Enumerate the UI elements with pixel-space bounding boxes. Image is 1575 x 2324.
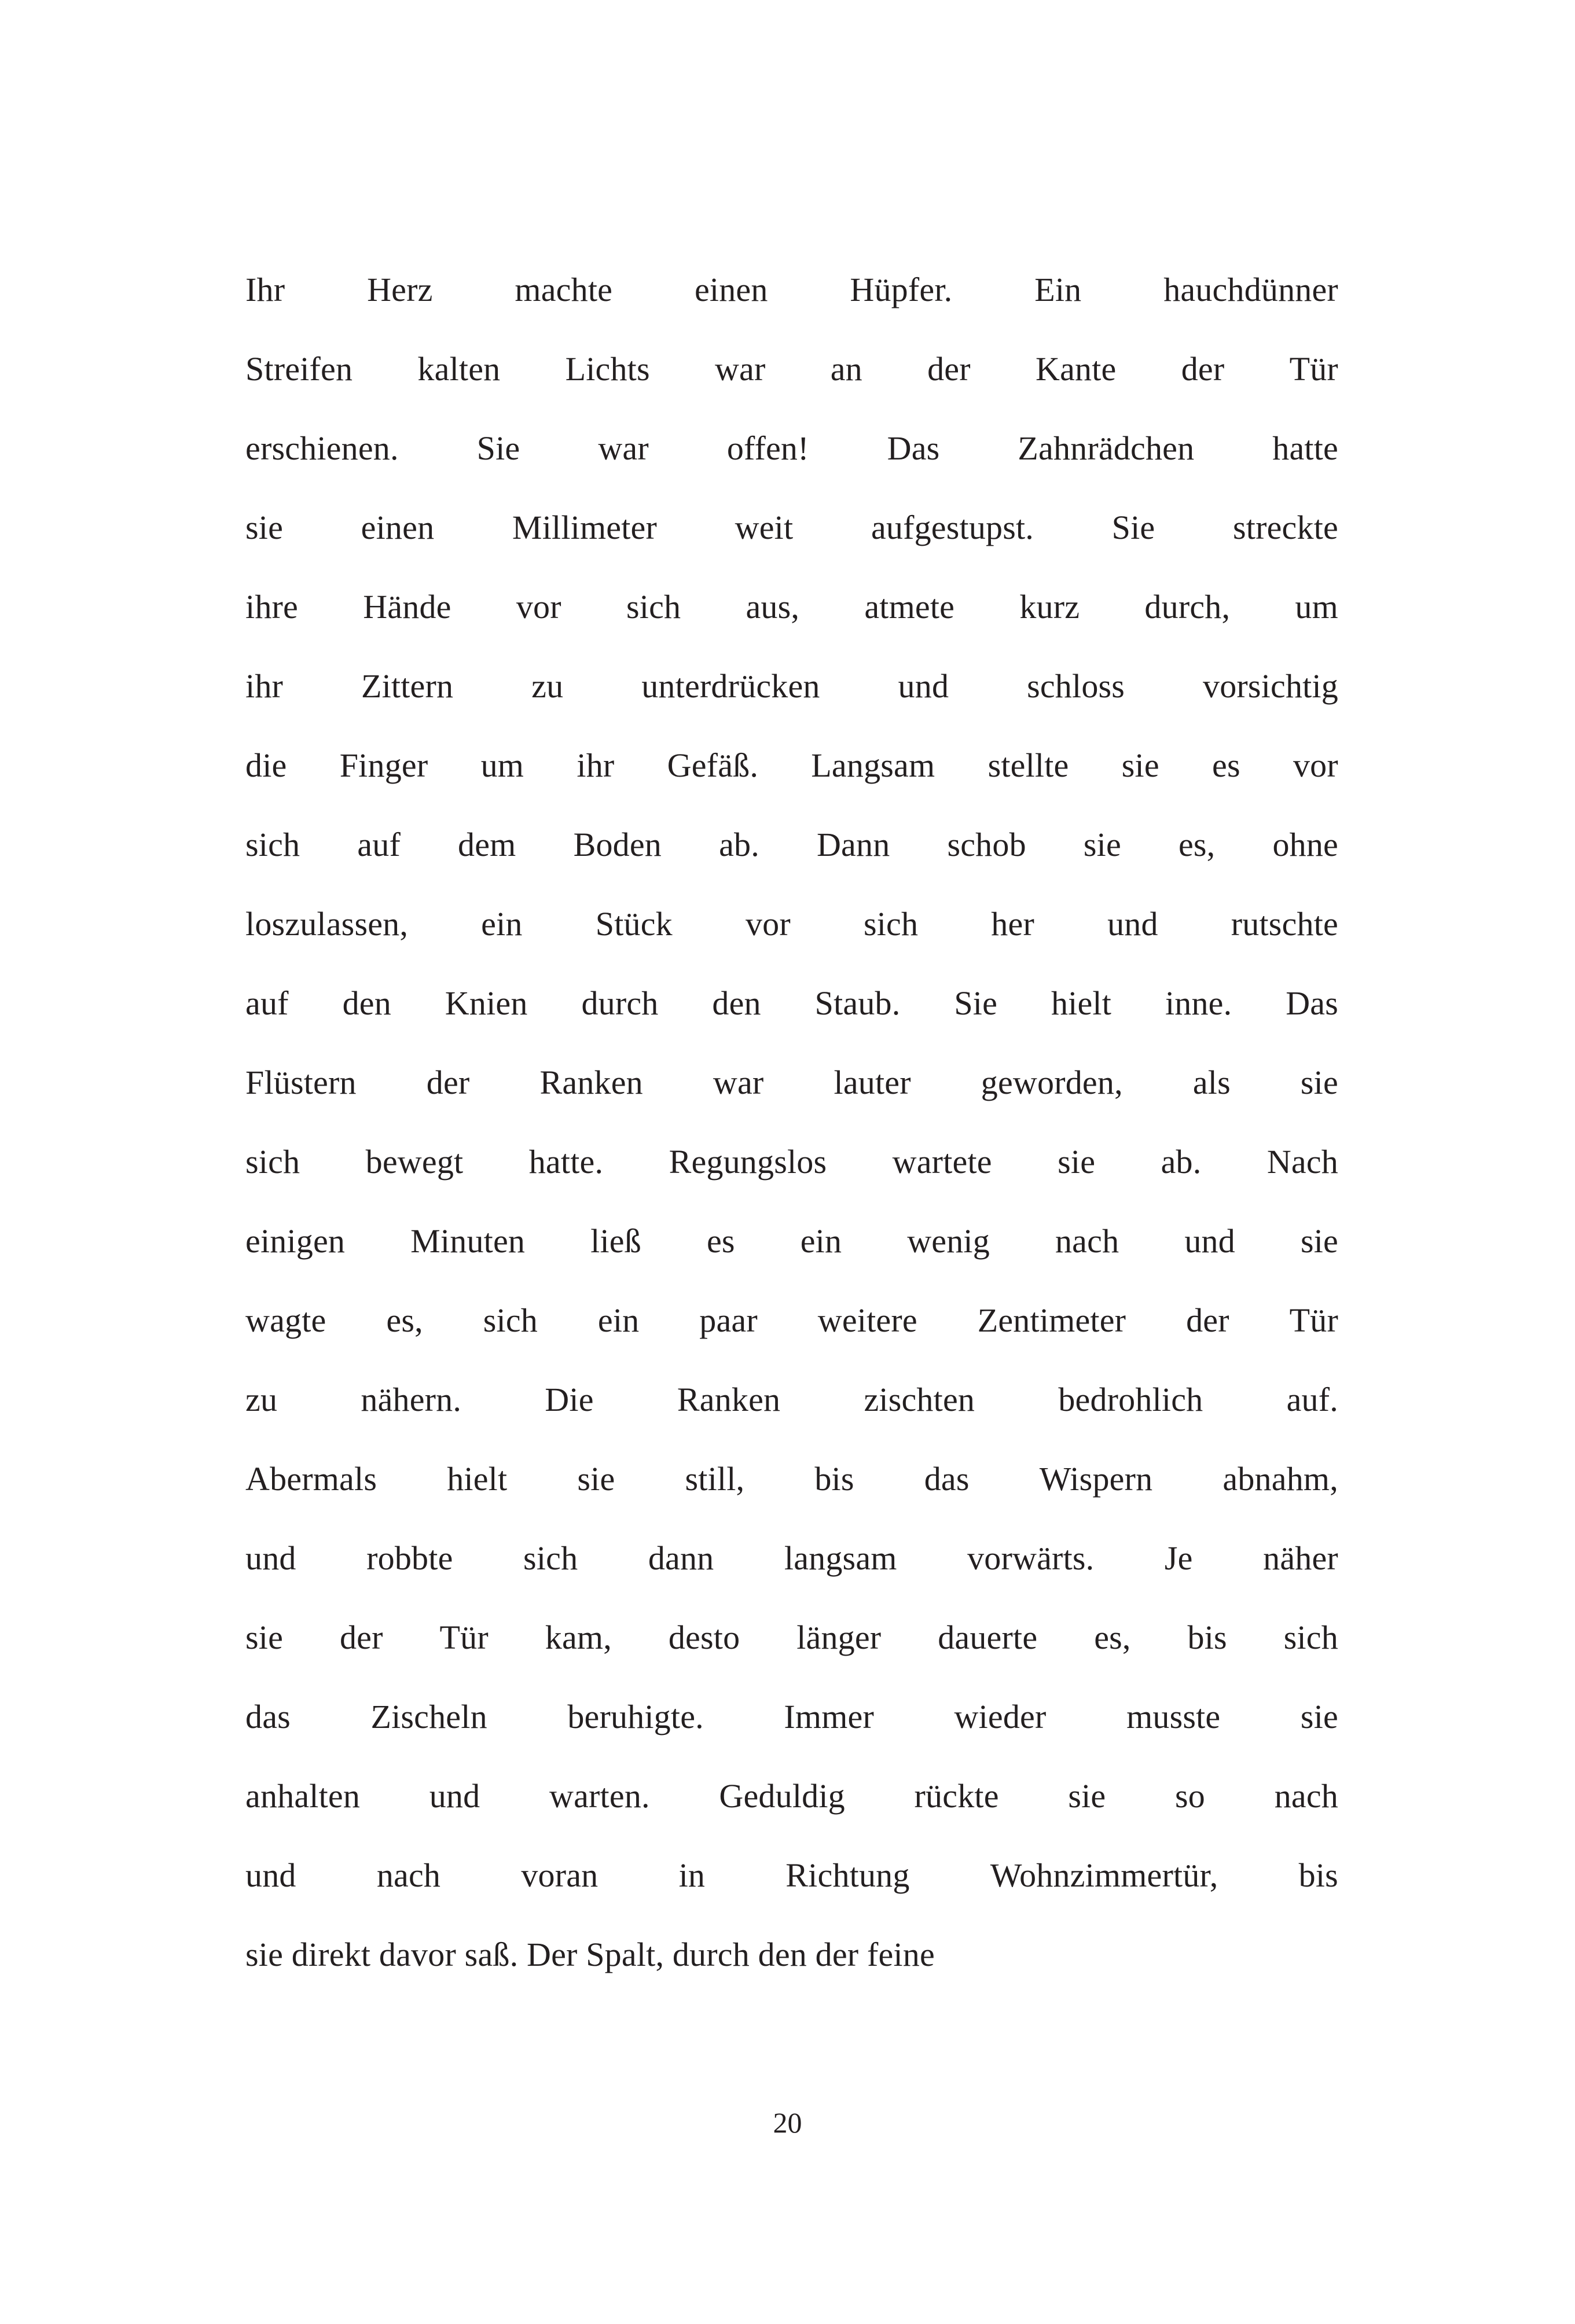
word: nach <box>1055 1222 1119 1260</box>
word: ihre <box>245 588 298 626</box>
word: Hände <box>363 588 451 626</box>
text-line <box>245 250 1338 329</box>
word: hielt <box>447 1460 508 1498</box>
word: und <box>429 1777 480 1815</box>
word: vor <box>745 905 791 943</box>
word: sie <box>1058 1143 1096 1181</box>
word: hatte <box>1272 429 1338 467</box>
word: Geduldig <box>719 1777 845 1815</box>
word: der <box>1186 1301 1229 1339</box>
word: musste <box>1126 1698 1221 1735</box>
word: Minuten <box>410 1222 526 1260</box>
text-line: sie direkt davor saß. Der Spalt, durch den der feine <box>245 1936 935 1973</box>
word: sich <box>863 905 919 943</box>
word: sie <box>1068 1777 1106 1815</box>
text-line <box>245 1201 1338 1281</box>
word: Je <box>1164 1539 1193 1577</box>
word: dann <box>648 1539 714 1577</box>
word: Stück <box>595 905 673 943</box>
word: streckte <box>1233 509 1338 546</box>
word: durch <box>581 984 659 1022</box>
word: kurz <box>1019 588 1080 626</box>
word: zu <box>245 1381 278 1418</box>
word: Ihr <box>245 271 285 308</box>
word: es <box>706 1222 735 1260</box>
word: bedrohlich <box>1058 1381 1203 1418</box>
word: sie <box>1121 747 1159 784</box>
word: vorsichtig <box>1203 667 1338 705</box>
word: auf. <box>1286 1381 1338 1418</box>
text-line <box>245 567 1338 646</box>
word: länger <box>796 1619 882 1656</box>
word: vor <box>516 588 561 626</box>
word: sie <box>245 509 284 546</box>
word: bewegt <box>365 1143 464 1181</box>
word: wartete <box>892 1143 992 1181</box>
word: Ranken <box>539 1064 643 1101</box>
word: einen <box>361 509 435 546</box>
word: wagte <box>245 1301 326 1339</box>
text-line <box>245 1598 1338 1677</box>
word: Finger <box>339 747 428 784</box>
text-line <box>245 329 1338 409</box>
word: aufgestupst. <box>871 509 1034 546</box>
word: sich <box>483 1301 538 1339</box>
word: Zentimeter <box>977 1301 1126 1339</box>
page-number: 20 <box>773 2106 802 2139</box>
word: bis <box>1298 1856 1338 1894</box>
text-line <box>245 1043 1338 1122</box>
word: an <box>830 350 862 388</box>
word: anhalten <box>245 1777 361 1815</box>
text-line <box>245 726 1338 805</box>
word: still, <box>685 1460 745 1498</box>
word: atmete <box>864 588 955 626</box>
word: es, <box>386 1301 423 1339</box>
word: inne. <box>1165 984 1232 1022</box>
word: Dann <box>816 826 890 863</box>
word: sich <box>1283 1619 1338 1656</box>
text-line <box>245 964 1338 1043</box>
word: Ein <box>1034 271 1082 308</box>
word: nach <box>376 1856 441 1894</box>
word: durch, <box>1144 588 1231 626</box>
word: machte <box>515 271 613 308</box>
word: desto <box>668 1619 740 1656</box>
word: Nach <box>1266 1143 1338 1181</box>
word: Richtung <box>785 1856 910 1894</box>
word: Hüpfer. <box>850 271 953 308</box>
word: ab. <box>1161 1143 1202 1181</box>
word: aus, <box>746 588 800 626</box>
word: sie <box>1300 1698 1338 1735</box>
word: Staub. <box>814 984 901 1022</box>
word: war <box>713 1064 764 1101</box>
word: hielt <box>1051 984 1112 1022</box>
word: Das <box>887 429 940 467</box>
word: robbte <box>366 1539 453 1577</box>
word: geworden, <box>981 1064 1123 1101</box>
word: nähern. <box>361 1381 462 1418</box>
word: sich <box>523 1539 578 1577</box>
word: sie <box>245 1619 284 1656</box>
word: einigen <box>245 1222 346 1260</box>
word: Wispern <box>1039 1460 1153 1498</box>
body-text-block <box>245 250 1338 1994</box>
word: Kante <box>1035 350 1117 388</box>
word: rückte <box>914 1777 999 1815</box>
word: sie <box>1300 1222 1338 1260</box>
word: um <box>1295 588 1338 626</box>
word: um <box>480 747 524 784</box>
word: kalten <box>417 350 501 388</box>
word: sich <box>245 826 300 863</box>
text-line <box>245 1677 1338 1756</box>
word: hauchdünner <box>1163 271 1338 308</box>
word: dauerte <box>938 1619 1038 1656</box>
word: abnahm, <box>1222 1460 1338 1498</box>
word: bis <box>1187 1619 1227 1656</box>
word: dem <box>458 826 516 863</box>
word: offen! <box>726 429 809 467</box>
word: der <box>426 1064 470 1101</box>
word: ab. <box>719 826 759 863</box>
word: und <box>898 667 949 705</box>
word: und <box>245 1539 296 1577</box>
word: Regungslos <box>669 1143 827 1181</box>
word: rutschte <box>1231 905 1338 943</box>
word: Knien <box>445 984 528 1022</box>
word: beruhigte. <box>567 1698 704 1735</box>
word: sie <box>577 1460 615 1498</box>
word: Abermals <box>245 1460 377 1498</box>
word: den <box>342 984 391 1022</box>
word: langsam <box>784 1539 897 1577</box>
word: vorwärts. <box>967 1539 1095 1577</box>
word: Lichts <box>565 350 650 388</box>
word: kam, <box>545 1619 612 1656</box>
word: sich <box>245 1143 300 1181</box>
word: die <box>245 747 287 784</box>
text-line <box>245 1439 1338 1518</box>
word: Zahnrädchen <box>1018 429 1195 467</box>
text-line <box>245 1122 1338 1201</box>
word: Sie <box>1111 509 1155 546</box>
word: Tür <box>439 1619 489 1656</box>
word: sie <box>1300 1064 1338 1101</box>
word: hatte. <box>528 1143 604 1181</box>
word: Immer <box>784 1698 874 1735</box>
word: Herz <box>367 271 433 308</box>
word: der <box>1181 350 1225 388</box>
word: Ranken <box>677 1381 781 1418</box>
word: der <box>927 350 971 388</box>
word: Tür <box>1289 350 1338 388</box>
word: Sie <box>954 984 998 1022</box>
text-line <box>245 1836 1338 1915</box>
word: Zittern <box>361 667 454 705</box>
word: Das <box>1286 984 1338 1022</box>
text-line <box>245 409 1338 488</box>
word: bis <box>814 1460 854 1498</box>
word: das <box>924 1460 970 1498</box>
word: sie <box>1083 826 1121 863</box>
word: der <box>339 1619 383 1656</box>
word: Streifen <box>245 350 353 388</box>
word: Boden <box>573 826 662 863</box>
word: Die <box>545 1381 594 1418</box>
word: unterdrücken <box>641 667 820 705</box>
word: zu <box>531 667 564 705</box>
word: näher <box>1263 1539 1338 1577</box>
word: ein <box>481 905 523 943</box>
word: Langsam <box>811 747 935 784</box>
word: lauter <box>834 1064 911 1101</box>
word: ohne <box>1272 826 1338 863</box>
word: vor <box>1293 747 1338 784</box>
word: das <box>245 1698 291 1735</box>
word: ein <box>800 1222 842 1260</box>
text-line <box>245 646 1338 726</box>
word: Tür <box>1289 1301 1338 1339</box>
text-line <box>245 1756 1338 1836</box>
word: auf <box>245 984 289 1022</box>
word: einen <box>694 271 768 308</box>
word: auf <box>357 826 401 863</box>
word: paar <box>699 1301 758 1339</box>
word: und <box>1184 1222 1235 1260</box>
word: es, <box>1178 826 1216 863</box>
word: es, <box>1094 1619 1131 1656</box>
word: schob <box>947 826 1026 863</box>
word: Gefäß. <box>667 747 759 784</box>
word: in <box>678 1856 706 1894</box>
word: ihr <box>577 747 615 784</box>
text-line <box>245 1360 1338 1439</box>
text-line <box>245 1281 1338 1360</box>
word: nach <box>1274 1777 1338 1815</box>
word: ihr <box>245 667 284 705</box>
word: und <box>1107 905 1158 943</box>
word: als <box>1192 1064 1231 1101</box>
word: so <box>1175 1777 1206 1815</box>
word: sich <box>626 588 681 626</box>
word: war <box>598 429 649 467</box>
word: loszulassen, <box>245 905 409 943</box>
word: schloss <box>1027 667 1125 705</box>
text-line <box>245 488 1338 567</box>
word: Millimeter <box>512 509 657 546</box>
word: Sie <box>476 429 520 467</box>
word: war <box>714 350 766 388</box>
text-line <box>245 884 1338 964</box>
word: es <box>1212 747 1240 784</box>
word: und <box>245 1856 296 1894</box>
word: warten. <box>549 1777 650 1815</box>
word: wenig <box>907 1222 990 1260</box>
word: voran <box>521 1856 599 1894</box>
word: Zischeln <box>370 1698 487 1735</box>
word: zischten <box>864 1381 975 1418</box>
word: ließ <box>590 1222 641 1260</box>
word: Wohnzimmertür, <box>990 1856 1218 1894</box>
word: her <box>991 905 1034 943</box>
word: weit <box>735 509 794 546</box>
text-line <box>245 1518 1338 1598</box>
word: weitere <box>817 1301 917 1339</box>
word: erschienen. <box>245 429 399 467</box>
word: Flüstern <box>245 1064 357 1101</box>
word: ein <box>597 1301 640 1339</box>
word: wieder <box>954 1698 1047 1735</box>
text-line <box>245 805 1338 884</box>
word: den <box>712 984 761 1022</box>
word: stellte <box>987 747 1069 784</box>
